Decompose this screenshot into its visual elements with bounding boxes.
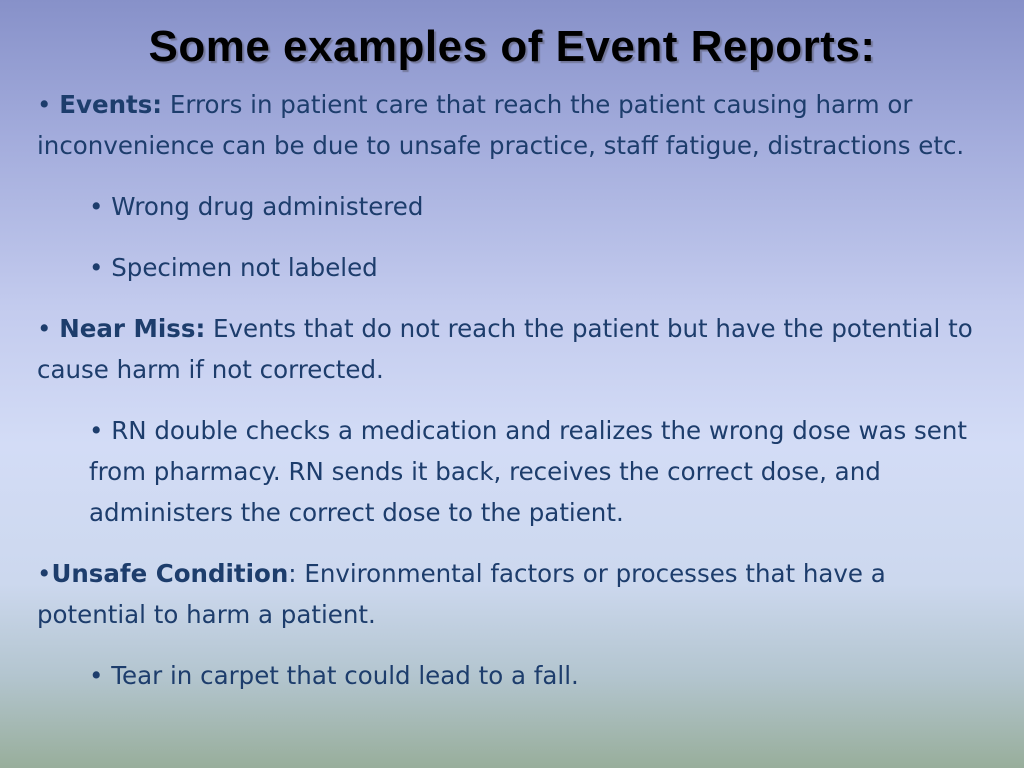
section-near-miss <box>37 308 997 390</box>
definition-events: Errors in patient care that reach the patient causing harm or inconvenience can be due to unsafe practice, staff fatigue, distractions etc. <box>37 90 965 160</box>
example-item: • RN double checks a medication and realizes the wrong dose was sent from pharmacy. RN sends it back, receives the correct dose, and administers the correct dose to the patient. <box>89 416 968 527</box>
term-events: Events: <box>59 90 163 119</box>
slide-body <box>37 84 997 716</box>
bullet: • <box>37 314 60 343</box>
example-item: • Specimen not labeled <box>89 253 378 282</box>
example-item: • Tear in carpet that could lead to a fall. <box>89 661 579 690</box>
section-unsafe-condition <box>37 553 997 635</box>
bullet: • <box>37 90 60 119</box>
slide-title: Some examples of Event Reports: <box>148 22 876 71</box>
term-unsafe-condition: Unsafe Condition <box>51 559 289 588</box>
definition-unsafe-condition: : Environmental factors or processes that have a potential to harm a patient. <box>37 559 886 629</box>
term-near-miss: Near Miss: <box>59 314 206 343</box>
example-item: • Wrong drug administered <box>89 192 424 221</box>
section-events <box>37 84 997 166</box>
bullet: • <box>37 559 52 588</box>
definition-near-miss: Events that do not reach the patient but have the potential to cause harm if not corrected. <box>37 314 973 384</box>
